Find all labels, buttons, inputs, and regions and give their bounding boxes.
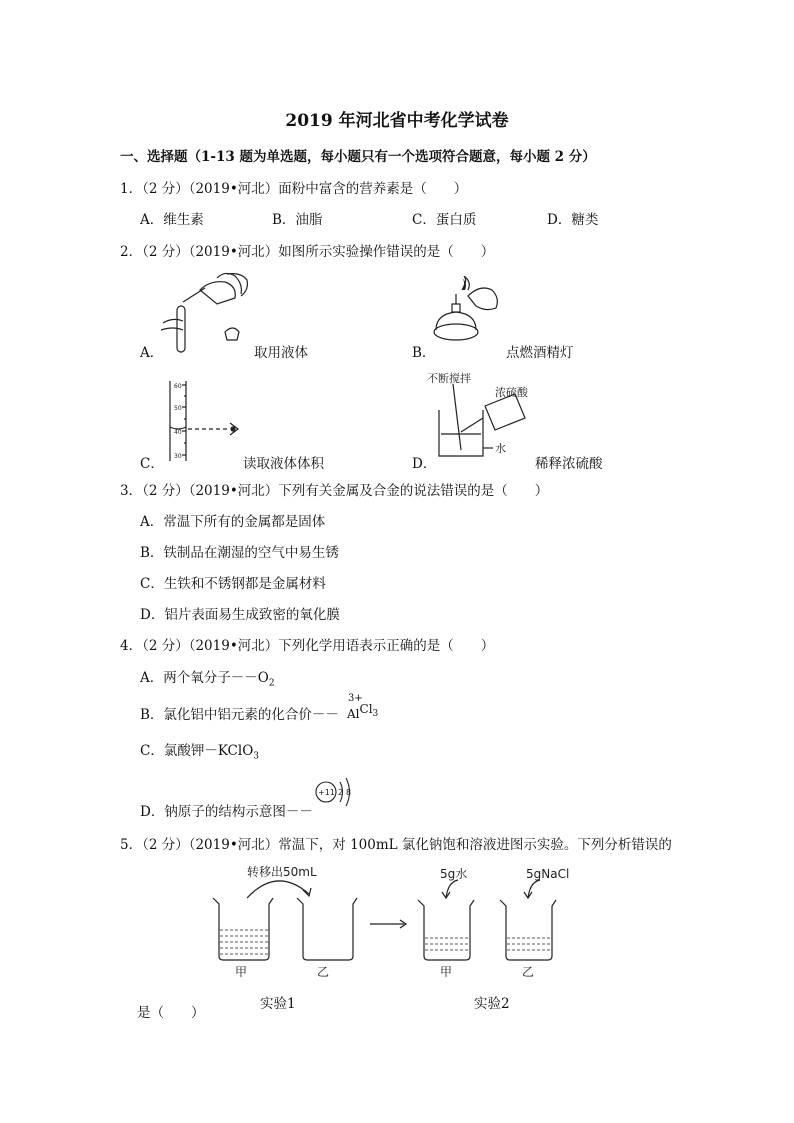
atom-nucleus: +11 <box>318 788 335 797</box>
arrow-icon <box>370 918 410 930</box>
c-tick-40: 40 <box>174 429 182 436</box>
q4-c-sub: 3 <box>253 751 260 762</box>
q2-option-d-label: D． <box>412 456 437 472</box>
q2-option-d-caption: 稀释浓硫酸 <box>535 456 603 472</box>
q3-option-b: B．铁制品在潮湿的空气中易生锈 <box>140 545 339 561</box>
q2-figure-a-pour-liquid <box>155 268 255 356</box>
q5-experiment-1-figure <box>205 860 360 980</box>
q1-option-c: C．蛋白质 <box>412 212 477 228</box>
q4-b-valence: 3+ <box>348 693 363 704</box>
d-tag-acid: 浓硫酸 <box>495 386 528 399</box>
q2-figure-c-cylinder <box>160 377 250 463</box>
q4-option-d-text: D．钠原子的结构示意图－－ <box>140 804 313 820</box>
q2-option-c-label: C． <box>140 456 164 472</box>
d-tag-water: 水 <box>495 442 506 455</box>
q4-c-text: C．氯酸钾－KClO <box>140 743 254 759</box>
transfer-label: 转移出50mL <box>247 865 317 879</box>
question-2-stem: 2．（2 分）（2019•河北）如图所示实验操作错误的是（ ） <box>120 244 495 260</box>
beaker-jia-1: 甲 <box>235 965 248 979</box>
q4-option-c <box>140 739 259 762</box>
q2-option-b-caption: 点燃酒精灯 <box>506 345 574 361</box>
c-tick-50: 50 <box>174 405 182 412</box>
experiment-1-caption: 实验1 <box>260 996 296 1012</box>
atom-shell-2: 8 <box>346 788 352 797</box>
section-heading: 一、选择题（1-13 题为单选题，每小题只有一个选项符合题意，每小题 2 分） <box>120 149 596 165</box>
q2-figure-b-alcohol-lamp <box>428 276 506 350</box>
page-title: 2019 年河北省中考化学试卷 <box>285 111 509 131</box>
c-tick-30: 30 <box>174 453 182 460</box>
q1-option-d: D．糖类 <box>547 212 599 228</box>
q2-option-b-label: B． <box>412 345 436 361</box>
q1-option-a: A．维生素 <box>140 212 204 228</box>
experiment-2-caption: 实验2 <box>474 996 510 1012</box>
q2-figure-d-dilute-acid <box>425 370 537 464</box>
q4-b-cl-sub: 3 <box>372 709 379 720</box>
q4-b-cl-symbol: Cl <box>359 702 373 716</box>
c-tick-60: 60 <box>174 383 182 390</box>
q1-option-b: B．油脂 <box>272 212 323 228</box>
beaker-yi-1: 乙 <box>317 965 330 979</box>
atom-shell-1: 2 <box>338 788 344 797</box>
d-tag-stir: 不断搅拌 <box>427 372 471 385</box>
q4-a-sub: 2 <box>268 678 275 689</box>
question-3-stem: 3．（2 分）（2019•河北）下列有关金属及合金的说法错误的是（ ） <box>120 483 549 499</box>
beaker-jia-2: 甲 <box>440 965 453 979</box>
q4-option-b-text: B．氯化铝中铝元素的化合价－－ <box>140 707 339 723</box>
question-1-stem: 1．（2 分）（2019•河北）面粉中富含的营养素是（ ） <box>120 181 468 197</box>
q5-experiment-2-figure <box>410 860 590 980</box>
q3-option-c: C．生铁和不锈钢都是金属材料 <box>140 576 326 592</box>
beaker-yi-2: 乙 <box>522 965 535 979</box>
q2-option-a-label: A． <box>140 345 164 361</box>
q2-option-c-caption: 读取液体体积 <box>243 456 324 472</box>
q4-d-atom-diagram <box>312 770 360 812</box>
q3-option-d: D．铝片表面易生成致密的氧化膜 <box>140 607 340 623</box>
q4-a-text: A．两个氧分子－－O <box>140 670 269 686</box>
question-5-stem-end: 是（ ） <box>137 1005 205 1021</box>
add-nacl-label: 5gNaCl <box>526 867 570 881</box>
q4-b-al-symbol: Al <box>347 707 360 721</box>
question-4-stem: 4．（2 分）（2019•河北）下列化学用语表示正确的是（ ） <box>120 638 495 654</box>
q4-b-al <box>347 702 379 724</box>
q3-option-a: A．常温下所有的金属都是固体 <box>140 514 326 530</box>
q4-option-a <box>140 666 275 689</box>
add-water-label: 5g水 <box>440 867 468 881</box>
q2-option-a-caption: 取用液体 <box>254 345 308 361</box>
question-5-stem: 5．（2 分）（2019•河北）常温下，对 100mL 氯化钠饱和溶液进图示实验。下列分析错误的 <box>120 837 672 853</box>
